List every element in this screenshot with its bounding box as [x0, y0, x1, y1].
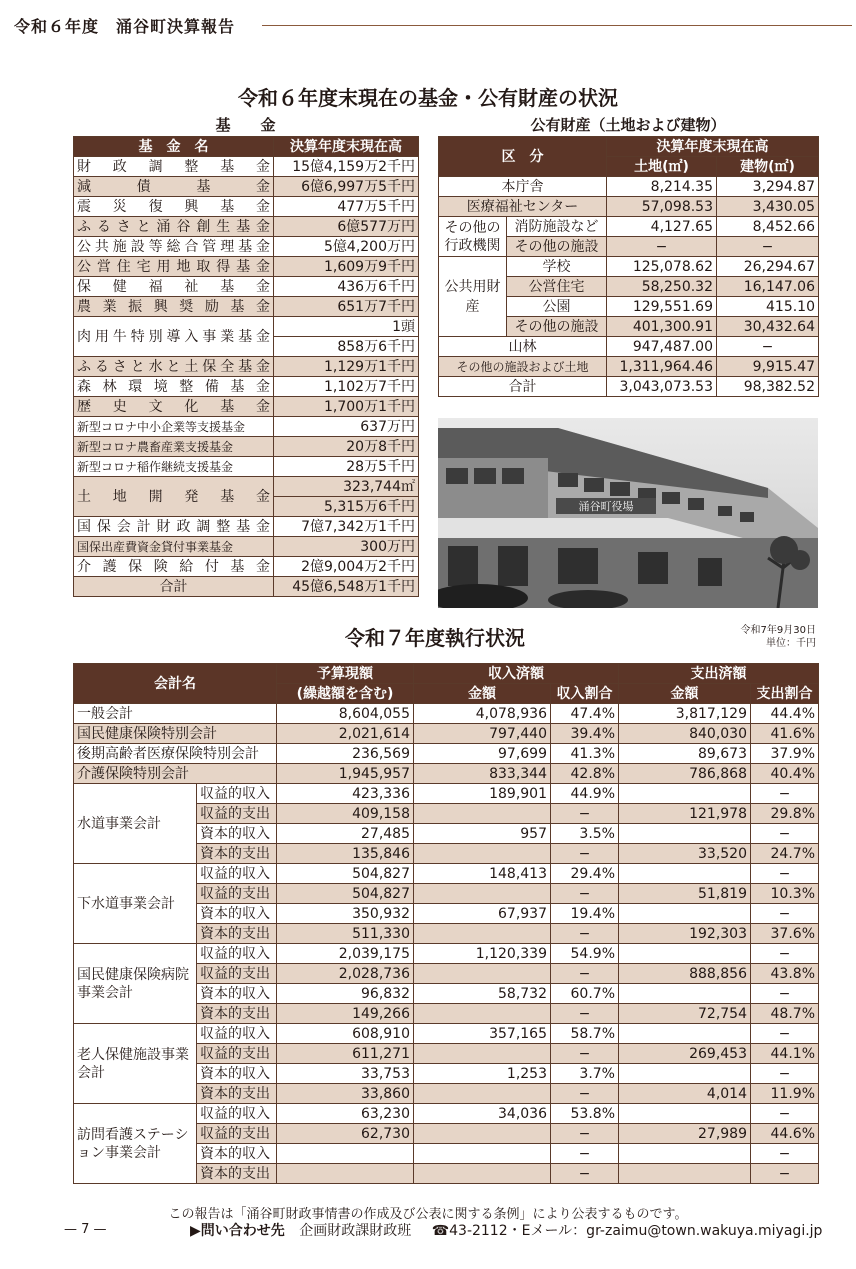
expense-ratio: 10.3%: [751, 884, 819, 904]
fund-value: 6億577万円: [274, 217, 419, 237]
table-row: [74, 537, 419, 557]
town-hall-photo: [438, 418, 818, 608]
budget-value: 423,336: [277, 784, 414, 804]
revenue-amount: 357,165: [414, 1024, 551, 1044]
property-col-building: 建物(㎡): [717, 157, 819, 177]
expense-amount: 840,030: [619, 724, 751, 744]
property-building: 30,432.64: [717, 317, 819, 337]
expense-ratio: 43.8%: [751, 964, 819, 984]
table-row: [74, 864, 819, 884]
table-row: [74, 517, 419, 537]
budget-value: 608,910: [277, 1024, 414, 1044]
expense-ratio: −: [751, 1024, 819, 1044]
account-name: 介護保険特別会計: [74, 764, 277, 784]
revenue-ratio: 47.4%: [551, 704, 619, 724]
expense-amount: 269,453: [619, 1044, 751, 1064]
expense-ratio: −: [751, 984, 819, 1004]
revenue-ratio: 58.7%: [551, 1024, 619, 1044]
revenue-ratio: 19.4%: [551, 904, 619, 924]
expense-ratio: −: [751, 1064, 819, 1084]
budget-value: 611,271: [277, 1044, 414, 1064]
table-row: [74, 477, 419, 497]
fund-value: 637万円: [274, 417, 419, 437]
property-land: 125,078.62: [607, 257, 717, 277]
enterprise-name: 老人保健施設事業会計: [74, 1024, 197, 1104]
table-row: [74, 297, 419, 317]
funds-total-label: 合計: [74, 577, 274, 597]
revenue-amount: 1,253: [414, 1064, 551, 1084]
table-row: [74, 277, 419, 297]
sub-account: 収益的収入: [197, 944, 277, 964]
revenue-ratio: −: [551, 1004, 619, 1024]
exec-col-budget: 予算現額: [277, 664, 414, 684]
sub-account: 資本的支出: [197, 1004, 277, 1024]
table-row: [74, 724, 819, 744]
property-building: 26,294.67: [717, 257, 819, 277]
table-row: [439, 377, 819, 397]
expense-ratio: 37.9%: [751, 744, 819, 764]
budget-value: 504,827: [277, 864, 414, 884]
property-building: 3,430.05: [717, 197, 819, 217]
revenue-ratio: 60.7%: [551, 984, 619, 1004]
property-land: 947,487.00: [607, 337, 717, 357]
fund-name: 歴史文化基金: [74, 397, 274, 417]
execution-date: 令和7年9月30日: [740, 625, 816, 636]
revenue-ratio: −: [551, 804, 619, 824]
property-label: その他の施設および土地: [439, 357, 607, 377]
revenue-ratio: −: [551, 1084, 619, 1104]
page-header-title: 令和６年度 涌谷町決算報告: [14, 17, 236, 36]
property-group-public: 公共用財産: [439, 257, 507, 337]
fund-value: 15億4,159万2千円: [274, 157, 419, 177]
main-title: 令和６年度末現在の基金・公有財産の状況: [238, 86, 618, 110]
expense-amount: [619, 1064, 751, 1084]
table-row: [74, 377, 419, 397]
exec-col-exp-ratio: 支出割合: [751, 684, 819, 704]
expense-ratio: −: [751, 944, 819, 964]
expense-ratio: 29.8%: [751, 804, 819, 824]
revenue-amount: 4,078,936: [414, 704, 551, 724]
fund-value: 7億7,342万1千円: [274, 517, 419, 537]
sub-account: 資本的収入: [197, 904, 277, 924]
contact-info: [190, 1220, 822, 1240]
revenue-amount: [414, 964, 551, 984]
enterprise-name: 水道事業会計: [74, 784, 197, 864]
expense-amount: 72,754: [619, 1004, 751, 1024]
sub-account: 収益的収入: [197, 1104, 277, 1124]
revenue-amount: 797,440: [414, 724, 551, 744]
funds-table: [73, 136, 419, 597]
fund-value: 436万6千円: [274, 277, 419, 297]
table-row: [74, 1024, 819, 1044]
sub-account: 収益的収入: [197, 784, 277, 804]
fund-value-sub: 858万6千円: [274, 337, 419, 357]
fund-value-sub: 5,315万6千円: [274, 497, 419, 517]
revenue-ratio: 54.9%: [551, 944, 619, 964]
contact-phone[interactable]: ☎43-2112・Eメール：gr-zaimu@town.wakuya.miyagi.jp: [431, 1223, 823, 1239]
fund-name: 減債基金: [74, 177, 274, 197]
revenue-ratio: 39.4%: [551, 724, 619, 744]
fund-value: 28万5千円: [274, 457, 419, 477]
table-row: [74, 764, 819, 784]
sub-account: 資本的支出: [197, 844, 277, 864]
property-label: 学校: [507, 257, 607, 277]
fund-name: 公営住宅用地取得基金: [74, 257, 274, 277]
property-land: 58,250.32: [607, 277, 717, 297]
revenue-amount: 957: [414, 824, 551, 844]
revenue-ratio: 44.9%: [551, 784, 619, 804]
property-title: 公有財産（土地および建物）: [530, 116, 726, 134]
budget-value: 27,485: [277, 824, 414, 844]
expense-ratio: 37.6%: [751, 924, 819, 944]
expense-ratio: −: [751, 824, 819, 844]
table-row: [74, 177, 419, 197]
table-row: [74, 557, 419, 577]
revenue-amount: 58,732: [414, 984, 551, 1004]
sub-account: 資本的収入: [197, 1144, 277, 1164]
fund-name: 土地開発基金: [74, 477, 274, 517]
fund-value: 477万5千円: [274, 197, 419, 217]
sub-account: 収益的収入: [197, 1024, 277, 1044]
enterprise-name: 下水道事業会計: [74, 864, 197, 944]
expense-amount: [619, 1104, 751, 1124]
table-row: [74, 317, 419, 337]
exec-col-rev-ratio: 収入割合: [551, 684, 619, 704]
budget-value: 33,860: [277, 1084, 414, 1104]
fund-value: 6億6,997万5千円: [274, 177, 419, 197]
table-row: [74, 257, 419, 277]
expense-amount: [619, 1144, 751, 1164]
contact-dept: 企画財政課財政班: [299, 1223, 412, 1239]
property-total-land: 3,043,073.53: [607, 377, 717, 397]
revenue-ratio: 3.7%: [551, 1064, 619, 1084]
expense-amount: 89,673: [619, 744, 751, 764]
execution-unit: 単位：千円: [766, 638, 816, 649]
expense-amount: 33,520: [619, 844, 751, 864]
table-row: [74, 237, 419, 257]
expense-amount: 3,817,129: [619, 704, 751, 724]
property-building: −: [717, 337, 819, 357]
expense-amount: [619, 1024, 751, 1044]
expense-amount: 27,989: [619, 1124, 751, 1144]
budget-value: 2,028,736: [277, 964, 414, 984]
table-row: [439, 177, 819, 197]
property-building: 16,147.06: [717, 277, 819, 297]
table-row: [439, 357, 819, 377]
expense-amount: 192,303: [619, 924, 751, 944]
fund-name: 森林環境整備基金: [74, 377, 274, 397]
table-row: [74, 217, 419, 237]
expense-ratio: −: [751, 1144, 819, 1164]
fund-name: ふるさと涌谷創生基金: [74, 217, 274, 237]
footnote: この報告は「涌谷町財政事情書の作成及び公表に関する条例」により公表するものです。: [168, 1207, 688, 1222]
revenue-amount: [414, 1144, 551, 1164]
expense-amount: [619, 864, 751, 884]
exec-col-revenue: 収入済額: [414, 664, 619, 684]
property-building: 415.10: [717, 297, 819, 317]
funds-total-value: 45億6,548万1千円: [274, 577, 419, 597]
fund-value: 1,129万1千円: [274, 357, 419, 377]
funds-body: [74, 157, 419, 597]
fund-value: 2億9,004万2千円: [274, 557, 419, 577]
property-building: 3,294.87: [717, 177, 819, 197]
expense-amount: [619, 1164, 751, 1184]
budget-value: 63,230: [277, 1104, 414, 1124]
revenue-amount: [414, 844, 551, 864]
fund-name: 新型コロナ農畜産業支援基金: [74, 437, 274, 457]
execution-title: 令和７年度執行状況: [345, 626, 525, 650]
table-row: [74, 744, 819, 764]
table-row: [439, 197, 819, 217]
revenue-ratio: −: [551, 1164, 619, 1184]
revenue-amount: 189,901: [414, 784, 551, 804]
revenue-amount: [414, 1124, 551, 1144]
fund-name: 介護保険給付基金: [74, 557, 274, 577]
fund-value: 1,102万7千円: [274, 377, 419, 397]
revenue-amount: [414, 1084, 551, 1104]
property-land: 401,300.91: [607, 317, 717, 337]
property-label: 消防施設など: [507, 217, 607, 237]
property-building: 9,915.47: [717, 357, 819, 377]
fund-name: 新型コロナ稲作継続支援基金: [74, 457, 274, 477]
expense-ratio: 44.1%: [751, 1044, 819, 1064]
table-row: [74, 457, 419, 477]
sub-account: 資本的支出: [197, 1164, 277, 1184]
expense-ratio: −: [751, 1104, 819, 1124]
budget-value: 8,604,055: [277, 704, 414, 724]
sub-account: 収益的支出: [197, 1044, 277, 1064]
expense-ratio: −: [751, 1164, 819, 1184]
expense-amount: [619, 824, 751, 844]
revenue-amount: 67,937: [414, 904, 551, 924]
fund-name: 国保会計財政調整基金: [74, 517, 274, 537]
expense-ratio: −: [751, 904, 819, 924]
execution-table: [73, 663, 819, 1184]
budget-value: 2,021,614: [277, 724, 414, 744]
account-name: 国民健康保険特別会計: [74, 724, 277, 744]
property-building: 8,452.66: [717, 217, 819, 237]
revenue-ratio: 42.8%: [551, 764, 619, 784]
property-col-land: 土地(㎡): [607, 157, 717, 177]
table-row: [74, 1104, 819, 1124]
table-row: [74, 784, 819, 804]
sub-account: 資本的支出: [197, 1084, 277, 1104]
revenue-ratio: 53.8%: [551, 1104, 619, 1124]
expense-ratio: 44.6%: [751, 1124, 819, 1144]
property-group-other: その他の行政機関: [439, 217, 507, 257]
expense-ratio: 11.9%: [751, 1084, 819, 1104]
expense-ratio: −: [751, 784, 819, 804]
table-row: [74, 577, 419, 597]
property-land: −: [607, 237, 717, 257]
fund-name: 震災復興基金: [74, 197, 274, 217]
budget-value: 33,753: [277, 1064, 414, 1084]
property-land: 57,098.53: [607, 197, 717, 217]
property-total-building: 98,382.52: [717, 377, 819, 397]
revenue-ratio: −: [551, 924, 619, 944]
table-row: [74, 357, 419, 377]
budget-value: 62,730: [277, 1124, 414, 1144]
property-land: 8,214.35: [607, 177, 717, 197]
revenue-amount: 148,413: [414, 864, 551, 884]
fund-value: 323,744㎡: [274, 477, 419, 497]
property-col-category: 区 分: [439, 137, 607, 177]
account-name: 一般会計: [74, 704, 277, 724]
table-row: [74, 417, 419, 437]
revenue-amount: 34,036: [414, 1104, 551, 1124]
budget-value: 96,832: [277, 984, 414, 1004]
revenue-amount: [414, 1004, 551, 1024]
budget-value: [277, 1144, 414, 1164]
exec-col-account: 会計名: [74, 664, 277, 704]
fund-value: 300万円: [274, 537, 419, 557]
fund-name: 農業振興奨励基金: [74, 297, 274, 317]
header-rule: [262, 25, 852, 26]
page-number: — 7 —: [64, 1222, 107, 1237]
expense-ratio: 40.4%: [751, 764, 819, 784]
execution-note: [720, 624, 816, 650]
sub-account: 収益的支出: [197, 964, 277, 984]
sub-account: 収益的支出: [197, 804, 277, 824]
revenue-ratio: −: [551, 844, 619, 864]
budget-value: 135,846: [277, 844, 414, 864]
fund-name: 国保出産費資金貸付事業基金: [74, 537, 274, 557]
property-land: 129,551.69: [607, 297, 717, 317]
exec-col-expense: 支出済額: [619, 664, 819, 684]
revenue-ratio: 3.5%: [551, 824, 619, 844]
expense-amount: [619, 904, 751, 924]
expense-amount: 786,868: [619, 764, 751, 784]
table-row: [74, 197, 419, 217]
property-label: 医療福祉センター: [439, 197, 607, 217]
sub-account: 収益的支出: [197, 884, 277, 904]
expense-amount: [619, 784, 751, 804]
expense-amount: 4,014: [619, 1084, 751, 1104]
fund-value: 1,700万1千円: [274, 397, 419, 417]
funds-col-name: 基 金 名: [74, 137, 274, 157]
revenue-amount: [414, 924, 551, 944]
fund-name: 保健福祉基金: [74, 277, 274, 297]
budget-value: 2,039,175: [277, 944, 414, 964]
sub-account: 資本的支出: [197, 924, 277, 944]
property-table: [438, 136, 819, 397]
fund-value: 20万8千円: [274, 437, 419, 457]
expense-amount: [619, 944, 751, 964]
expense-amount: 888,856: [619, 964, 751, 984]
execution-body: [74, 704, 819, 1184]
account-name: 後期高齢者医療保険特別会計: [74, 744, 277, 764]
revenue-amount: [414, 804, 551, 824]
exec-col-exp-amount: 金額: [619, 684, 751, 704]
budget-value: 511,330: [277, 924, 414, 944]
expense-amount: 121,978: [619, 804, 751, 824]
revenue-amount: 1,120,339: [414, 944, 551, 964]
enterprise-name: 国民健康保険病院事業会計: [74, 944, 197, 1024]
property-land: 4,127.65: [607, 217, 717, 237]
sub-account: 資本的収入: [197, 984, 277, 1004]
sub-account: 収益的支出: [197, 1124, 277, 1144]
funds-col-value: 決算年度末現在高: [274, 137, 419, 157]
property-land: 1,311,964.46: [607, 357, 717, 377]
fund-name: ふるさと水と土保全基金: [74, 357, 274, 377]
property-label: 公営住宅: [507, 277, 607, 297]
fund-name: 新型コロナ中小企業等支援基金: [74, 417, 274, 437]
exec-col-budget-sub: (繰越額を含む): [277, 684, 414, 704]
budget-value: 236,569: [277, 744, 414, 764]
fund-value: 651万7千円: [274, 297, 419, 317]
exec-col-rev-amount: 金額: [414, 684, 551, 704]
sub-account: 収益的収入: [197, 864, 277, 884]
expense-ratio: 24.7%: [751, 844, 819, 864]
photo-sign-text: 涌谷町役場: [578, 500, 634, 513]
table-row: [74, 704, 819, 724]
revenue-amount: 97,699: [414, 744, 551, 764]
expense-ratio: 48.7%: [751, 1004, 819, 1024]
property-label: 山林: [439, 337, 607, 357]
table-row: [74, 944, 819, 964]
table-row: [74, 397, 419, 417]
fund-value: 1頭: [274, 317, 419, 337]
table-row: [439, 217, 819, 237]
budget-value: 504,827: [277, 884, 414, 904]
revenue-ratio: −: [551, 964, 619, 984]
contact-label: ▶問い合わせ先: [190, 1223, 285, 1239]
property-label: その他の施設: [507, 317, 607, 337]
revenue-ratio: −: [551, 1144, 619, 1164]
budget-value: 1,945,957: [277, 764, 414, 784]
revenue-amount: 833,344: [414, 764, 551, 784]
table-row: [74, 157, 419, 177]
fund-name: 肉用牛特別導入事業基金: [74, 317, 274, 357]
property-label: 本庁舎: [439, 177, 607, 197]
revenue-amount: [414, 1164, 551, 1184]
revenue-ratio: −: [551, 1044, 619, 1064]
revenue-ratio: −: [551, 1124, 619, 1144]
property-total-label: 合計: [439, 377, 607, 397]
budget-value: 149,266: [277, 1004, 414, 1024]
expense-amount: [619, 984, 751, 1004]
revenue-amount: [414, 884, 551, 904]
fund-name: 財政調整基金: [74, 157, 274, 177]
expense-ratio: 44.4%: [751, 704, 819, 724]
budget-value: 350,932: [277, 904, 414, 924]
expense-ratio: −: [751, 864, 819, 884]
fund-name: 公共施設等総合管理基金: [74, 237, 274, 257]
revenue-amount: [414, 1044, 551, 1064]
property-label: その他の施設: [507, 237, 607, 257]
enterprise-name: 訪問看護ステーション事業会計: [74, 1104, 197, 1184]
property-col-header: 決算年度末現在高: [607, 137, 819, 157]
table-row: [439, 337, 819, 357]
revenue-ratio: 41.3%: [551, 744, 619, 764]
table-row: [439, 257, 819, 277]
funds-title: 基 金: [215, 116, 276, 134]
budget-value: 409,158: [277, 804, 414, 824]
revenue-ratio: −: [551, 884, 619, 904]
fund-value: 5億4,200万円: [274, 237, 419, 257]
fund-value: 1,609万9千円: [274, 257, 419, 277]
expense-amount: 51,819: [619, 884, 751, 904]
property-label: 公園: [507, 297, 607, 317]
property-building: −: [717, 237, 819, 257]
table-row: [74, 437, 419, 457]
budget-value: [277, 1164, 414, 1184]
expense-ratio: 41.6%: [751, 724, 819, 744]
sub-account: 資本的収入: [197, 1064, 277, 1084]
revenue-ratio: 29.4%: [551, 864, 619, 884]
sub-account: 資本的収入: [197, 824, 277, 844]
